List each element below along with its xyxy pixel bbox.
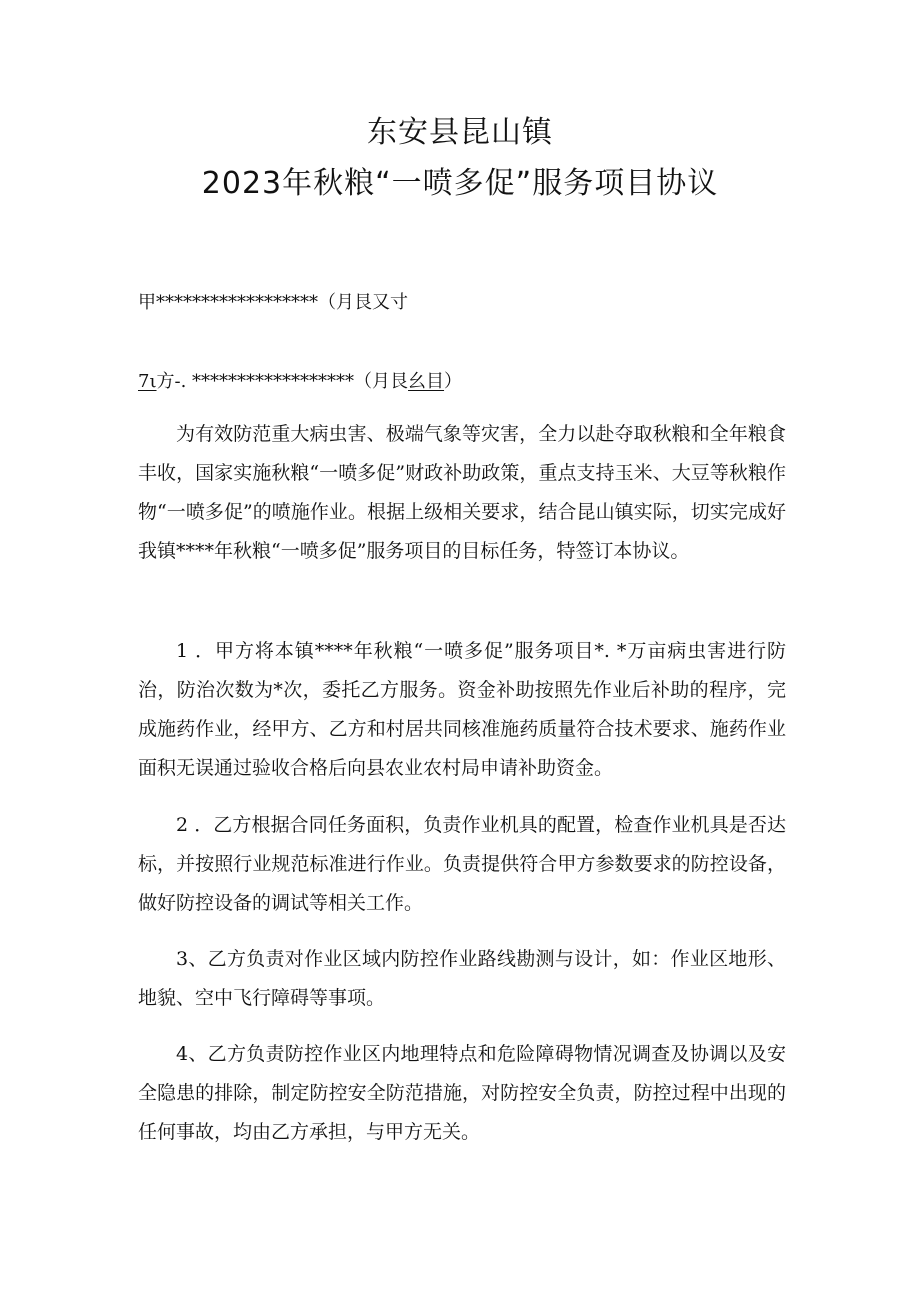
document-title-line1: 东安县昆山镇 — [367, 115, 553, 150]
party-a-line: 甲******************（月艮又寸 — [138, 292, 408, 313]
clause-4-paragraph: 4、乙方负责防控作业区内地理特点和危险障碍物情况调查及协调以及安全隐患的排除，制定防控安全防范措施，对防控安全负责，防控过程中出现的任何事故，均由乙方承担，与甲方无关。 — [138, 1043, 786, 1143]
party-b-line — [138, 370, 462, 394]
clause-2-paragraph: 2 ．乙方根据合同任务面积，负责作业机具的配置，检查作业机具是否达标，并按照行业规范标准进行作业。负责提供符合甲方参数要求的防控设备，做好防控设备的调试等相关工作。 — [138, 814, 786, 914]
party-b-prefix: 7ι — [138, 371, 157, 392]
party-b-underlined: 幺目 — [408, 371, 445, 392]
clause-1-paragraph: 1 ．甲方将本镇****年秋粮“一喷多促”服务项目*. *万亩病虫害进行防治，防治次数为*次，委托乙方服务。资金补助按照先作业后补助的程序，完成施药作业，经甲方、乙方和村居共同核准施药质量符合技术要求、施药作业面积无误通过验收合格后向县农业农村局申请补助资金。 — [138, 640, 786, 779]
clause-3-paragraph: 3、乙方负责对作业区域内防控作业路线勘测与设计，如：作业区地形、地貌、空中飞行障碍等事项。 — [138, 948, 786, 1009]
document-title-line2: 2023年秋粮“一喷多促”服务项目协议 — [201, 166, 719, 201]
party-b-middle: 方-. ******************（月艮 — [156, 371, 409, 392]
party-b-suffix: ） — [444, 371, 463, 392]
intro-paragraph: 为有效防范重大病虫害、极端气象等灾害，全力以赴夺取秋粮和全年粮食丰收，国家实施秋粮“一喷多促”财政补助政策，重点支持玉米、大豆等秋粮作物“一喷多促”的喷施作业。根据上级相关要求，结合昆山镇实际，切实完成好我镇****年秋粮“一喷多促”服务项目的目标任务，特签订本协议。 — [138, 423, 786, 562]
